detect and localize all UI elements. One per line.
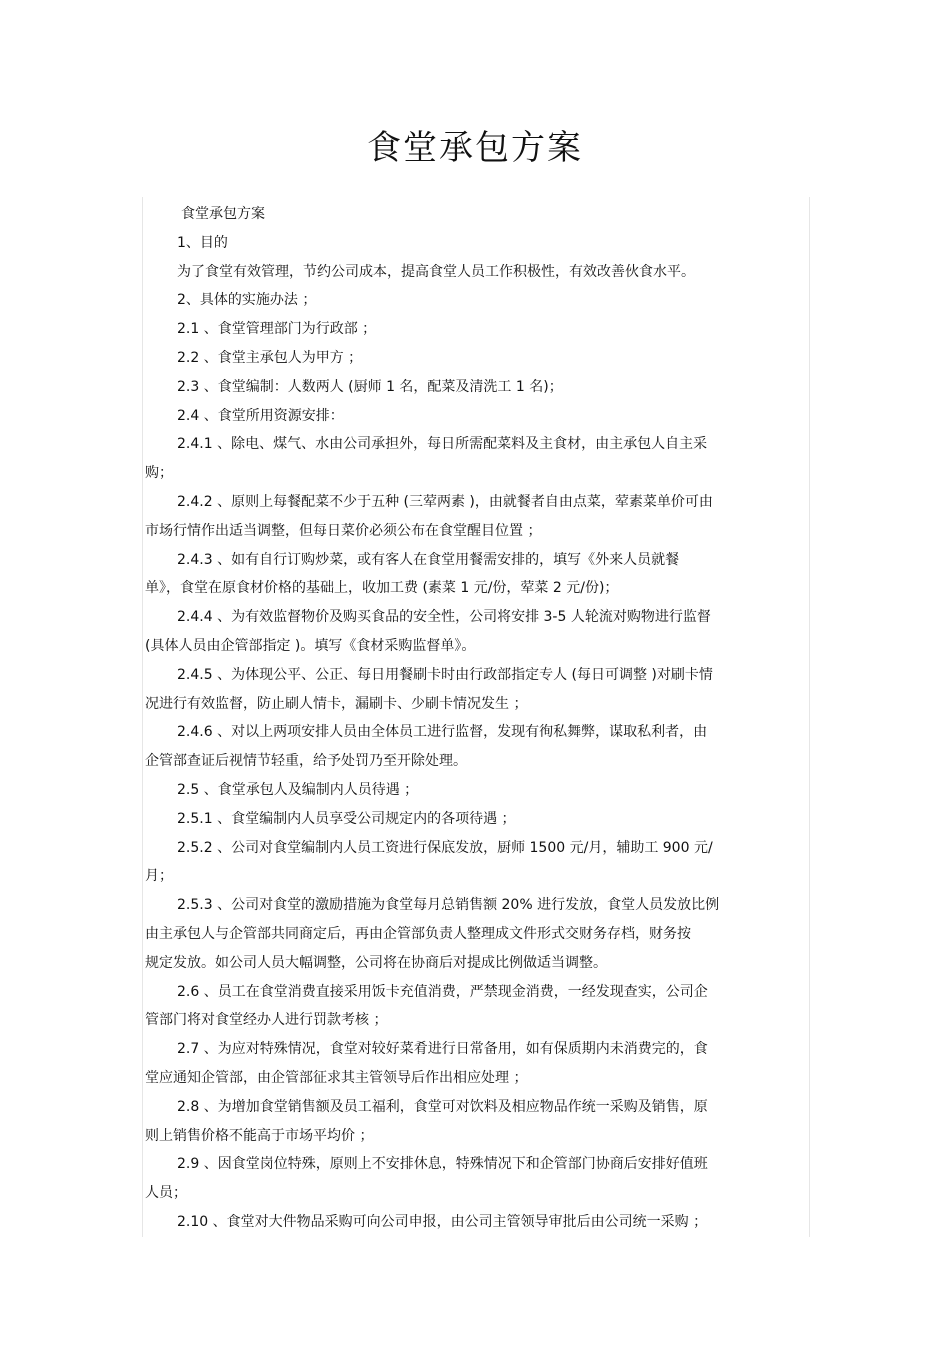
page-title: 食堂承包方案: [367, 128, 583, 168]
paragraph-line: 人员；: [145, 1185, 187, 1202]
paragraph-line: 2.7 、为应对特殊情况，食堂对较好菜肴进行日常备用，如有保质期内未消费完的，食: [177, 1041, 708, 1058]
paragraph-line: 2.1 、食堂管理部门为行政部 ；: [177, 321, 377, 338]
paragraph-line: 2.5.3 、公司对食堂的激励措施为食堂每月总销售额 20% 进行发放，食堂人员发放比例: [177, 897, 720, 914]
paragraph-line: 2.5 、食堂承包人及编制内人员待遇 ；: [177, 781, 419, 798]
paragraph-line: 2、具体的实施办法 ；: [177, 292, 317, 309]
paragraph-line: 2.2 、食堂主承包人为甲方 ；: [177, 349, 363, 366]
paragraph-line: 2.5.2 、公司对食堂编制内人员工资进行保底发放，厨师 1500 元/月，辅助工 900 元/: [177, 839, 713, 856]
paragraph-line: 购；: [145, 465, 173, 482]
document-subtitle: 食堂承包方案: [181, 206, 265, 222]
paragraph-line: 单》，食堂在原食材价格的基础上，收加工费 (素菜 1 元/份，荤菜 2 元/份)；: [145, 580, 619, 597]
paragraph-line: 企管部查证后视情节轻重，给予处罚乃至开除处理。: [145, 753, 467, 770]
paragraph-line: 2.4.6 、对以上两项安排人员由全体员工进行监督，发现有徇私舞弊，谋取私利者，由: [177, 724, 708, 741]
paragraph-line: 2.5.1 、食堂编制内人员享受公司规定内的各项待遇 ；: [177, 810, 516, 827]
paragraph-line: 1、目的: [177, 234, 228, 251]
paragraph-line: 2.3 、食堂编制：人数两人 (厨师 1 名，配菜及清洗工 1 名)；: [177, 378, 563, 395]
paragraph-line: 2.10 、食堂对大件物品采购可向公司申报，由公司主管领导审批后由公司统一采购 ；: [177, 1213, 708, 1230]
paragraph-line: 2.4.2 、原则上每餐配菜不少于五种 (三荤两素 )，由就餐者自由点菜，荤素菜单价可由: [177, 493, 713, 510]
paragraph-line: (具体人员由企管部指定 )。填写《食材采购监督单》。: [145, 637, 476, 654]
paragraph-line: 为了食堂有效管理，节约公司成本，提高食堂人员工作积极性，有效改善伙食水平。: [177, 263, 695, 280]
paragraph-line: 2.4.3 、如有自行订购炒菜，或有客人在食堂用餐需安排的，填写《外来人员就餐: [177, 551, 680, 568]
paragraph-line: 2.4.5 、为体现公平、公正、每日用餐刷卡时由行政部指定专人 (每日可调整 )对刷卡情: [177, 666, 713, 683]
paragraph-line: 2.8 、为增加食堂销售额及员工福利，食堂可对饮料及相应物品作统一采购及销售，原: [177, 1098, 708, 1115]
paragraph-line: 2.4.4 、为有效监督物价及购买食品的安全性，公司将安排 3-5 人轮流对购物进行监督: [177, 609, 711, 626]
paragraph-line: 2.9 、因食堂岗位特殊，原则上不安排休息，特殊情况下和企管部门协商后安排好值班: [177, 1156, 708, 1173]
paragraph-line: 2.4 、食堂所用资源安排：: [177, 407, 344, 424]
paragraph-line: 况进行有效监督，防止刷人情卡，漏刷卡、少刷卡情况发生 ；: [145, 695, 528, 712]
paragraph-line: 管部门将对食堂经办人进行罚款考核 ；: [145, 1012, 388, 1029]
paragraph-line: 堂应通知企管部，由企管部征求其主管领导后作出相应处理 ；: [145, 1069, 528, 1086]
paragraph-line: 2.6 、员工在食堂消费直接采用饭卡充值消费，严禁现金消费，一经发现查实，公司企: [177, 983, 708, 1000]
paragraph-line: 由主承包人与企管部共同商定后，再由企管部负责人整理成文件形式交财务存档，财务按: [145, 925, 691, 942]
paragraph-line: 规定发放。如公司人员大幅调整，公司将在协商后对提成比例做适当调整。: [145, 954, 607, 971]
paragraph-line: 市场行情作出适当调整，但每日菜价必须公布在食堂醒目位置 ；: [145, 522, 542, 539]
document-body: [145, 200, 795, 1237]
paragraph-line: 则上销售价格不能高于市场平均价 ；: [145, 1127, 374, 1144]
paragraph-line: 2.4.1 、除电、煤气、水由公司承担外，每日所需配菜料及主食材，由主承包人自主采: [177, 436, 708, 453]
paragraph-line: 月；: [145, 868, 173, 885]
